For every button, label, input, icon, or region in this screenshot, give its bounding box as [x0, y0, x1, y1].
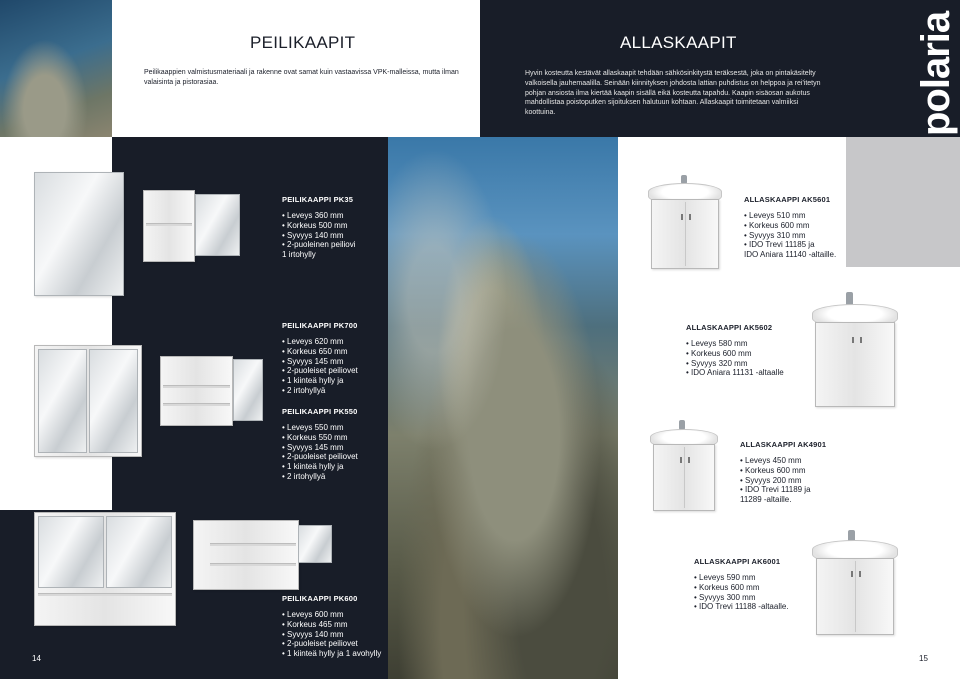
allaskaapit-header	[480, 0, 846, 137]
product-pk700	[282, 321, 358, 396]
pk700-open-door	[233, 359, 263, 421]
peilikaapit-title: PEILIKAAPIT	[250, 33, 356, 52]
ak5601-image	[648, 175, 722, 270]
pk35-closed-image	[34, 172, 124, 296]
product-pk600	[282, 594, 381, 659]
product-title: PEILIKAAPPI PK700	[282, 321, 358, 330]
product-specs: • Leveys 550 mm • Korkeus 550 mm • Syvyys 145 mm • 2-puoleiset peiliovet • 1 kiinteä hylly ja • 2 irtohyllyä	[282, 423, 358, 481]
pk35-open-door	[195, 194, 240, 256]
product-title: PEILIKAAPPI PK600	[282, 594, 358, 603]
pk700-closed-image	[34, 345, 142, 457]
product-ak5601	[744, 195, 836, 260]
pk700-open-image	[160, 356, 233, 426]
allaskaapit-title: ALLASKAAPIT	[620, 33, 737, 52]
pk550-closed-image	[34, 512, 176, 626]
product-ak4901	[740, 440, 826, 505]
product-title: ALLASKAAPPI AK4901	[740, 440, 827, 449]
ak5602-image	[812, 292, 898, 408]
product-title: ALLASKAAPPI AK5602	[686, 323, 773, 332]
product-specs: • Leveys 600 mm • Korkeus 465 mm • Syvyys 140 mm • 2-puoleiset peiliovet • 1 kiinteä hylly ja 1 avohylly	[282, 610, 382, 659]
pk35-open-image	[143, 190, 195, 262]
pk550-open-door	[298, 525, 332, 563]
page-number-left: 14	[32, 654, 41, 663]
polaria-logo: polaria	[914, 11, 958, 136]
product-pk35	[282, 195, 356, 260]
peilikaapit-header	[112, 0, 480, 137]
product-title: PEILIKAAPPI PK35	[282, 195, 354, 204]
product-ak6001	[694, 557, 789, 612]
center-rock-photo	[388, 137, 618, 679]
product-title: PEILIKAAPPI PK550	[282, 407, 358, 416]
page-number-right: 15	[919, 654, 928, 663]
product-specs: • Leveys 450 mm • Korkeus 600 mm • Syvyys 200 mm • IDO Trevi 11189 ja 11289 -altaille.	[740, 456, 811, 505]
brand-panel	[846, 0, 960, 137]
product-pk550	[282, 407, 358, 482]
ak4901-image	[650, 420, 718, 512]
product-specs: • Leveys 590 mm • Korkeus 600 mm • Syvyys 300 mm • IDO Trevi 11188 -altaalle.	[694, 573, 789, 612]
top-left-photo	[0, 0, 112, 137]
product-title: ALLASKAAPPI AK6001	[694, 557, 781, 566]
product-title: ALLASKAAPPI AK5601	[744, 195, 831, 204]
peilikaapit-intro: Peilikaappien valmistusmateriaali ja rakenne ovat samat kuin vastaavissa VPK-malleissa, mutta ilman valaisinta ja pistorasiaa.	[144, 69, 459, 86]
product-ak5602	[686, 323, 784, 378]
allaskaapit-intro: Hyvin kosteutta kestävät allaskaapit tehdään sähkösinkitystä teräksestä, joka on pintakäsitelty valkoisella jauhemaalilla. Seinään kiinnityksen johdosta lattian puhdistus on helppoa ja rei'itetyn pohjan ansiosta ilma kiertää kaapin sisällä eikä kosteutta tapahdu. Kaapin sisäosan aukotus mahdollistaa poistoputken sijoituksen halutuun kohtaan. Allaskaapit toimitetaan valmiiksi koottuina.	[525, 70, 821, 117]
product-specs: • Leveys 510 mm • Korkeus 600 mm • Syvyys 310 mm • IDO Trevi 11185 ja IDO Aniara 11140 -altaille.	[744, 211, 837, 260]
ak6001-image	[812, 530, 898, 636]
pk550-open-image	[193, 520, 299, 590]
product-specs: • Leveys 360 mm • Korkeus 500 mm • Syvyys 140 mm • 2-puoleinen peiliovi 1 irtohylly	[282, 211, 356, 260]
right-gray-block	[846, 137, 960, 267]
product-specs: • Leveys 620 mm • Korkeus 650 mm • Syvyys 145 mm • 2-puoleiset peiliovet • 1 kiinteä hylly ja • 2 irtohyllyä	[282, 337, 358, 395]
product-specs: • Leveys 580 mm • Korkeus 600 mm • Syvyys 320 mm • IDO Aniara 11131 -altaalle	[686, 339, 784, 378]
